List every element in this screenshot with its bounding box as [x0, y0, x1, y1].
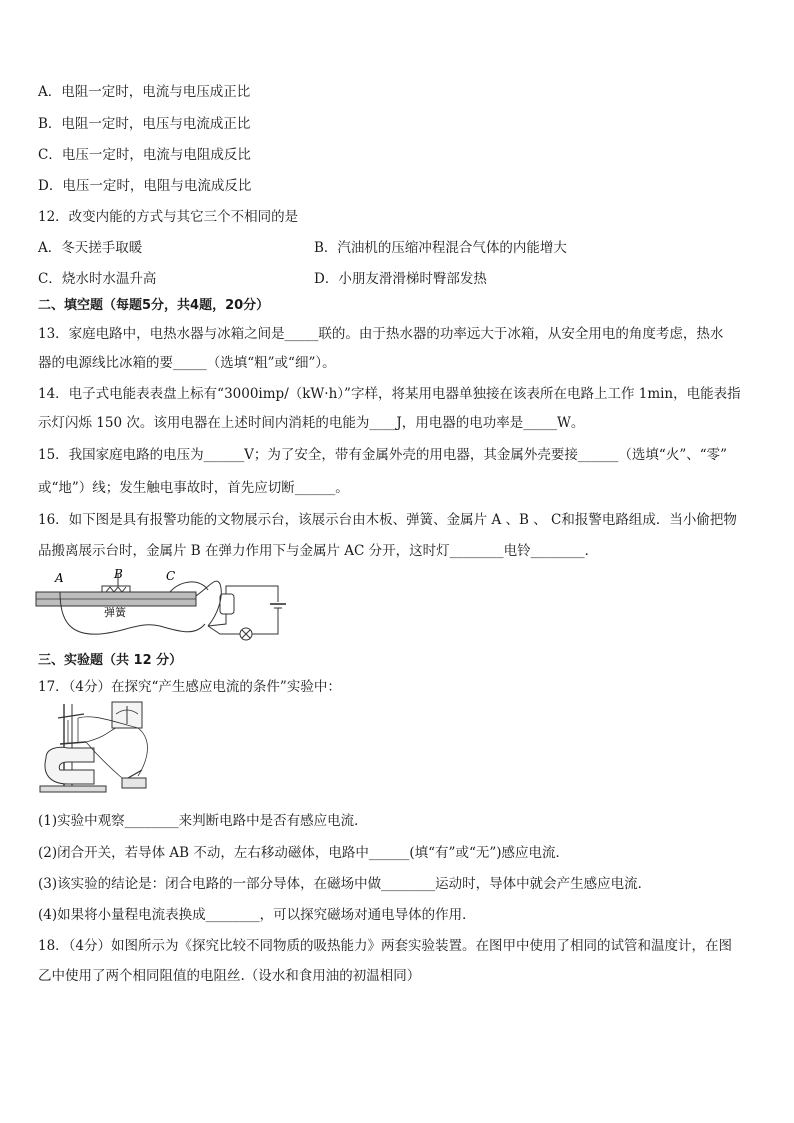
section-fill-blank-title: 二、填空题（每题5分，共4题，20分） — [38, 298, 270, 313]
q12-option-d: D．小朋友滑滑梯时臀部发热 — [314, 271, 487, 287]
q18-line-1: 18．（4分）如图所示为《探究比较不同物质的吸热能力》两套实验装置。在图甲中使用了相同的试管和温度计，在图 — [38, 938, 733, 954]
induction-apparatus-diagram — [38, 700, 168, 798]
label-b: B — [114, 567, 123, 581]
q13-line-1: 13．家庭电路中，电热水器与冰箱之间是_____联的。由于热水器的功率远大于冰箱，从安全用电的角度考虑，热水 — [38, 326, 724, 342]
q16-line-2: 品搬离展示台时，金属片 B 在弹力作用下与金属片 AC 分开，这时灯________电铃________． — [38, 543, 599, 559]
label-c: C — [166, 569, 176, 583]
q12-option-b: B．汽油机的压缩冲程混合气体的内能增大 — [314, 240, 567, 256]
q17-part-3: (3)该实验的结论是：闭合电路的一部分导体，在磁场中做________运动时，导体中就会产生感应电流． — [38, 876, 652, 892]
q15-line-2: 或“地”）线；发生触电事故时，首先应切断______。 — [38, 480, 349, 496]
label-a: A — [55, 571, 64, 585]
q15-line-1: 15．我国家庭电路的电压为______V；为了安全，带有金属外壳的用电器，其金属外壳要接______（选填“火”、“零” — [38, 447, 728, 463]
q12-option-a: A．冬天搓手取暖 — [38, 240, 143, 256]
q11-option-a: A．电阻一定时，电流与电压成正比 — [38, 84, 251, 100]
q12-option-c: C．烧水时水温升高 — [38, 271, 157, 287]
q11-option-b: B．电阻一定时，电压与电流成正比 — [38, 116, 251, 132]
q11-option-c: C．电压一定时，电流与电阻成反比 — [38, 147, 251, 163]
q14-line-1: 14．电子式电能表表盘上标有“3000imp/（kW·h）”字样，将某用电器单独接在该表所在电路上工作 1min，电能表指 — [38, 386, 741, 402]
label-spring: 弹簧 — [104, 606, 126, 619]
q17-part-1: (1)实验中观察________来判断电路中是否有感应电流． — [38, 813, 368, 829]
q14-line-2: 示灯闪烁 150 次。该用电器在上述时间内消耗的电能为____J，用电器的电功率是_____W。 — [38, 415, 585, 431]
alarm-stand-diagram — [30, 566, 300, 648]
q11-option-d: D．电压一定时，电阻与电流成反比 — [38, 178, 252, 194]
q13-line-2: 器的电源线比冰箱的要_____（选填“粗”或“细”）。 — [38, 355, 336, 371]
q17-stem: 17．（4分）在探究“产生感应电流的条件”实验中： — [38, 679, 341, 695]
section-experiment-title: 三、实验题（共 12 分） — [38, 653, 183, 668]
q16-line-1: 16．如下图是具有报警功能的文物展示台，该展示台由木板、弹簧、金属片 A 、B 、 C和报警电路组成．当小偷把物 — [38, 512, 737, 528]
q17-part-4: (4)如果将小量程电流表换成________，可以探究磁场对通电导体的作用． — [38, 907, 476, 923]
q17-part-2: (2)闭合开关，若导体 AB 不动，左右移动磁体，电路中______(填“有”或“无”)感应电流． — [38, 845, 570, 861]
q18-line-2: 乙中使用了两个相同阻值的电阻丝.（设水和食用油的初温相同） — [38, 968, 421, 984]
q12-stem: 12．改变内能的方式与其它三个不相同的是 — [38, 209, 299, 225]
